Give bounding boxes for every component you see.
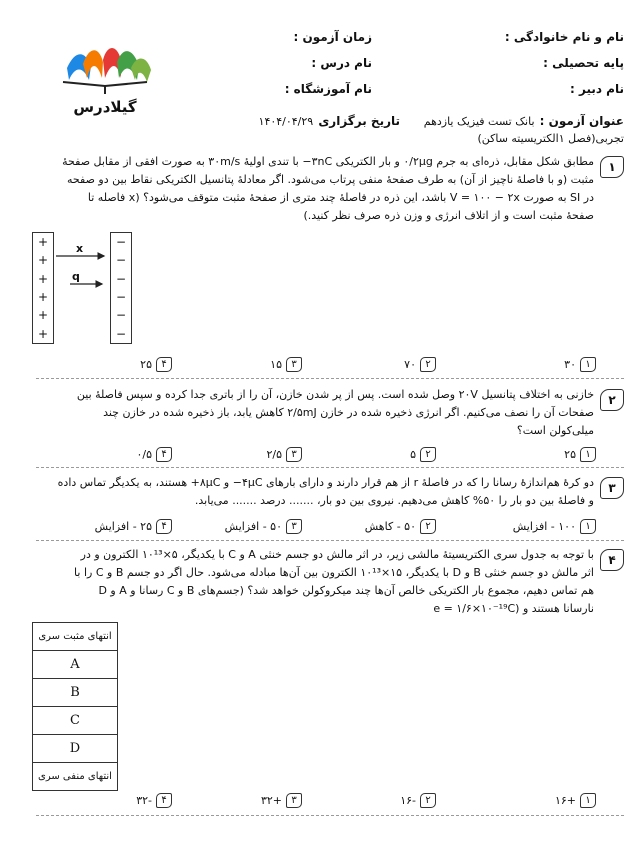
question-2-line: خازنی به اختلاف پتانسیل ۲۰V وصل شده است. پس از پر شدن خازن، آن را از باتری جدا کرده و سپس فاصلهٔ بین — [76, 388, 594, 401]
option-number: ۱ — [580, 793, 596, 808]
plus-sign: + — [37, 271, 49, 286]
negative-plate — [110, 232, 132, 344]
minus-sign: − — [115, 253, 127, 268]
grade-label: پایه تحصیلی : — [543, 56, 624, 70]
divider — [36, 467, 624, 468]
positive-plate — [32, 232, 54, 344]
option-number: ۲ — [420, 447, 436, 462]
option-text: ۲۵ - افزایش — [94, 520, 152, 533]
question-1-option-4[interactable] — [140, 357, 172, 372]
option-text: ۵۰ - افزایش — [224, 520, 282, 533]
option-text: -۳۲ — [136, 794, 152, 807]
option-number: ۳ — [286, 447, 302, 462]
option-number: ۲ — [420, 357, 436, 372]
option-text: ۲/۵ — [266, 448, 282, 461]
question-2-option-1[interactable] — [564, 447, 596, 462]
question-1-number: ۱ — [600, 156, 624, 178]
question-4-number: ۴ — [600, 549, 624, 571]
question-4-option-3[interactable] — [261, 793, 302, 808]
option-number: ۴ — [156, 357, 172, 372]
exam-title-value: بانک تست فیزیک یازدهم — [423, 115, 535, 128]
question-1-option-1[interactable] — [564, 357, 596, 372]
course-label: نام درس : — [311, 56, 372, 70]
series-row: A — [33, 651, 118, 679]
question-3-number: ۳ — [600, 477, 624, 499]
question-4-line: با توجه به جدول سری الکتریسیتهٔ مالشی زیر، در اثر مالش دو جسم خنثی A و C با یکدیگر، ۵×۱۰¹³ الکترون و در — [80, 548, 594, 561]
option-number: ۱ — [580, 357, 596, 372]
option-number: ۳ — [286, 793, 302, 808]
series-bottom: انتهای منفی سری — [33, 763, 118, 791]
question-1-option-2[interactable] — [404, 357, 436, 372]
question-4-text — [14, 546, 594, 618]
x-label: x — [76, 242, 84, 255]
series-row: B — [33, 679, 118, 707]
date-label: تاریخ برگزاری — [318, 114, 400, 128]
option-number: ۱ — [580, 447, 596, 462]
minus-sign: − — [115, 290, 127, 305]
question-4-line: اثر مالش دو جسم خنثی B و D با یکدیگر، ۱۵×۱۰¹³ الکترون بین آن‌ها مبادله می‌شود. حال اگر دو جسم B و C را با — [74, 566, 594, 579]
open-book-icon — [55, 40, 155, 96]
option-number: ۴ — [156, 519, 172, 534]
question-4-line: نارسانا هستند و (e = ۱/۶×۱۰⁻¹⁹C — [433, 602, 594, 615]
option-number: ۳ — [286, 519, 302, 534]
question-2-line: میلی‌کولن است؟ — [516, 424, 594, 437]
question-2-option-3[interactable] — [266, 447, 302, 462]
exam-date — [259, 110, 400, 129]
option-number: ۴ — [156, 793, 172, 808]
question-2-text — [14, 386, 594, 440]
question-1-option-3[interactable] — [270, 357, 302, 372]
option-text: ۲۵ — [140, 358, 152, 371]
question-3-line: دو کرهٔ هم‌اندازهٔ رسانا را که در فاصلهٔ r از هم قرار دارند و دارای بارهای ۴μC− و ۸μC+ هستند، به یکدیگر تماس داده — [57, 476, 594, 489]
option-text: +۳۲ — [260, 794, 282, 807]
question-4-option-1[interactable] — [555, 793, 596, 808]
minus-sign: − — [115, 235, 127, 250]
question-3-option-1[interactable] — [513, 519, 596, 534]
option-text: ۳۰ — [564, 358, 576, 371]
question-3-line: و فاصلهٔ بین دو بار را ۵۰% کاهش می‌دهیم. نیروی بین دو بار، ....... درصد ....... می‌یابد. — [194, 494, 594, 507]
divider — [36, 815, 624, 816]
triboelectric-series-table — [32, 622, 118, 791]
minus-sign: − — [115, 271, 127, 286]
series-row: D — [33, 735, 118, 763]
option-text: ۵ — [410, 448, 416, 461]
plus-sign: + — [37, 308, 49, 323]
capacitor-figure — [32, 232, 140, 344]
question-4-option-4[interactable] — [136, 793, 172, 808]
question-1-line: مطابق شکل مقابل، ذره‌ای به جرم ۰/۲μg و بار الکتریکی ۳nC− با تندی اولیهٔ ۳۰m/s به صورت افقی از مقابل صفحهٔ — [62, 155, 594, 168]
question-4-line: هم تماس دهیم، مجموع بار الکتریکی خالص آن‌ها چند میکروکولن خواهد شد؟ (جسم‌های B و C رسانا و A و D — [98, 584, 594, 597]
option-number: ۳ — [286, 357, 302, 372]
option-number: ۱ — [580, 519, 596, 534]
question-1-line: صفحهٔ مثبت است و از اتلاف انرژی و وزن ذره صرف نظر کنید.) — [303, 209, 594, 222]
question-3-option-3[interactable] — [225, 519, 302, 534]
option-text: ۱۰۰ - افزایش — [512, 520, 576, 533]
question-3-option-2[interactable] — [365, 519, 436, 534]
question-3-text — [14, 474, 594, 510]
q-label: q — [72, 270, 80, 283]
minus-sign: − — [115, 308, 127, 323]
logo-text: گیلادرس — [73, 98, 137, 116]
series-row: C — [33, 707, 118, 735]
divider — [36, 540, 624, 541]
option-text: -۱۶ — [400, 794, 416, 807]
question-2-option-2[interactable] — [410, 447, 436, 462]
logo — [55, 40, 155, 118]
exam-time-label: زمان آزمون : — [293, 30, 372, 44]
student-name-label: نام و نام خانوادگی : — [504, 30, 624, 44]
question-1-text — [14, 153, 594, 225]
teacher-label: نام دبیر : — [570, 82, 624, 96]
question-1-line: در SI به صورت V = ۱۰۰ − ۲x باشد، این ذره در فاصلهٔ چند متری از صفحهٔ مثبت متوقف می‌شود؟ (x فاصله تا — [87, 191, 594, 204]
plus-sign: + — [37, 290, 49, 305]
divider — [36, 378, 624, 379]
question-2-line: صفحات آن را نصف می‌کنیم. اگر انرژی ذخیره شده در خازن ۲/۵mJ کاهش یابد، باز ذخیره شده در خازن چند — [103, 406, 594, 419]
series-top: انتهای مثبت سری — [33, 623, 118, 651]
option-number: ۲ — [420, 793, 436, 808]
exam-title — [424, 110, 624, 129]
option-text: ۲۵ — [564, 448, 576, 461]
option-number: ۴ — [156, 447, 172, 462]
option-text: ۵۰ - کاهش — [364, 520, 416, 533]
option-text: +۱۶ — [554, 794, 576, 807]
option-text: ۷۰ — [404, 358, 416, 371]
date-value: ۱۴۰۴/۰۴/۲۹ — [258, 115, 314, 128]
question-2-number: ۲ — [600, 389, 624, 411]
exam-title-label: عنوان آزمون : — [539, 114, 624, 128]
option-text: ۱۵ — [270, 358, 282, 371]
question-3-option-4[interactable] — [95, 519, 172, 534]
option-text: ۰/۵ — [136, 448, 152, 461]
plus-sign: + — [37, 326, 49, 341]
question-4-option-2[interactable] — [400, 793, 436, 808]
option-number: ۲ — [420, 519, 436, 534]
plus-sign: + — [37, 235, 49, 250]
minus-sign: − — [115, 326, 127, 341]
school-label: نام آموزشگاه : — [284, 82, 372, 96]
plus-sign: + — [37, 253, 49, 268]
question-2-option-4[interactable] — [136, 447, 172, 462]
exam-subtitle: تجربی(فصل ۱الکتریسیته ساکن) — [477, 132, 624, 145]
question-1-line: مثبت (و با فاصلهٔ ناچیز از آن) به طرف صفحهٔ منفی پرتاب می‌شود. اگر معادلهٔ پتانسیل الکتریکی نقاط بین دو صفحه — [67, 173, 594, 186]
